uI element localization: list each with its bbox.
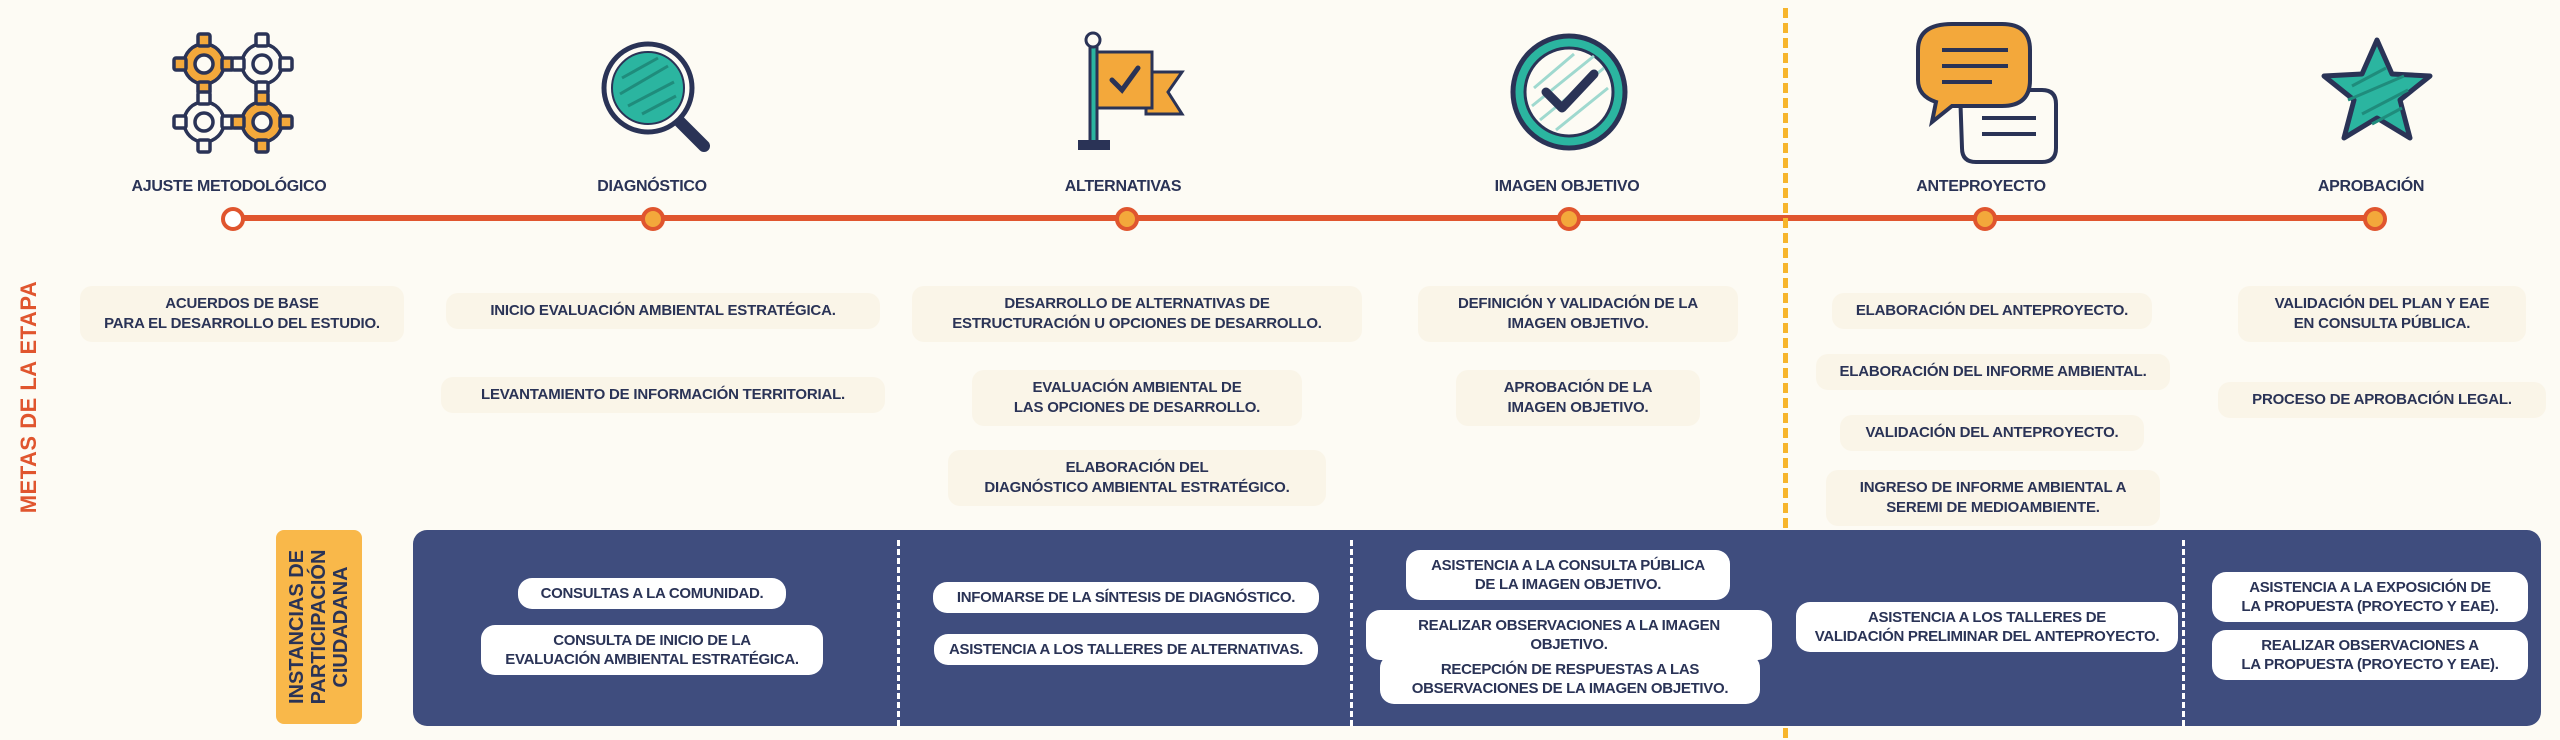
- timeline-dot: [1973, 207, 1997, 231]
- flag-icon: [1060, 28, 1190, 158]
- participation-item: ASISTENCIA A LA EXPOSICIÓN DE LA PROPUESTA (PROYECTO Y EAE).: [2212, 572, 2528, 622]
- participation-item: INFOMARSE DE LA SÍNTESIS DE DIAGNÓSTICO.: [933, 582, 1319, 613]
- timeline-dot: [221, 207, 245, 231]
- participation-item: ASISTENCIA A LA CONSULTA PÚBLICA DE LA IMAGEN OBJETIVO.: [1406, 550, 1730, 600]
- goal-item: ELABORACIÓN DEL DIAGNÓSTICO AMBIENTAL ESTRATÉGICO.: [948, 450, 1326, 506]
- goal-item: ACUERDOS DE BASE PARA EL DESARROLLO DEL ESTUDIO.: [80, 286, 404, 342]
- participation-item: ASISTENCIA A LOS TALLERES DE ALTERNATIVAS.: [934, 634, 1318, 665]
- magnifier-icon: [588, 28, 718, 158]
- stage-label-alternativas: ALTERNATIVAS: [1064, 178, 1182, 195]
- stage-label-ajuste: AJUSTE METODOLÓGICO: [131, 178, 327, 195]
- timeline-dot: [1557, 207, 1581, 231]
- timeline-dot: [2363, 207, 2387, 231]
- goal-item: DESARROLLO DE ALTERNATIVAS DE ESTRUCTURACIÓN U OPCIONES DE DESARROLLO.: [912, 286, 1362, 342]
- stage-label-anteproyecto: ANTEPROYECTO: [1916, 178, 2046, 195]
- participation-section-title: [276, 530, 362, 724]
- participation-item: CONSULTAS A LA COMUNIDAD.: [518, 578, 786, 609]
- participation-item: REALIZAR OBSERVACIONES A LA IMAGEN OBJETIVO.: [1366, 610, 1772, 660]
- goal-item: LEVANTAMIENTO DE INFORMACIÓN TERRITORIAL.: [441, 377, 885, 413]
- panel-divider: [1350, 540, 1353, 726]
- timeline-dot: [1115, 207, 1139, 231]
- goal-item: VALIDACIÓN DEL ANTEPROYECTO.: [1840, 415, 2144, 451]
- participation-item: REALIZAR OBSERVACIONES A LA PROPUESTA (PROYECTO Y EAE).: [2212, 630, 2528, 680]
- goal-item: APROBACIÓN DE LA IMAGEN OBJETIVO.: [1456, 370, 1700, 426]
- goal-item: EVALUACIÓN AMBIENTAL DE LAS OPCIONES DE DESARROLLO.: [972, 370, 1302, 426]
- goal-item: ELABORACIÓN DEL ANTEPROYECTO.: [1832, 293, 2152, 329]
- goal-item: VALIDACIÓN DEL PLAN Y EAE EN CONSULTA PÚBLICA.: [2238, 286, 2526, 342]
- chat-bubbles-icon: [1912, 18, 2062, 168]
- participation-title-text: INSTANCIAS DE PARTICIPACIÓN CIUDADANA: [286, 549, 352, 705]
- goal-item: PROCESO DE APROBACIÓN LEGAL.: [2218, 382, 2546, 418]
- timeline-line: [228, 215, 2376, 221]
- goals-section-title: [4, 280, 54, 514]
- stage-label-imagen: IMAGEN OBJETIVO: [1494, 178, 1640, 195]
- check-badge-icon: [1504, 28, 1634, 158]
- panel-divider: [2182, 540, 2185, 726]
- goal-item: DEFINICIÓN Y VALIDACIÓN DE LA IMAGEN OBJETIVO.: [1418, 286, 1738, 342]
- star-icon: [2312, 28, 2442, 158]
- stage-label-diagnostico: DIAGNÓSTICO: [597, 178, 707, 195]
- gears-icon: [168, 28, 298, 158]
- goal-item: INGRESO DE INFORME AMBIENTAL A SEREMI DE MEDIOAMBIENTE.: [1826, 470, 2160, 526]
- goal-item: ELABORACIÓN DEL INFORME AMBIENTAL.: [1816, 354, 2170, 390]
- participation-item: CONSULTA DE INICIO DE LA EVALUACIÓN AMBIENTAL ESTRATÉGICA.: [481, 625, 823, 675]
- stage-label-aprobacion: APROBACIÓN: [2317, 178, 2425, 195]
- participation-item: ASISTENCIA A LOS TALLERES DE VALIDACIÓN PRELIMINAR DEL ANTEPROYECTO.: [1796, 602, 2178, 652]
- goal-item: INICIO EVALUACIÓN AMBIENTAL ESTRATÉGICA.: [446, 293, 880, 329]
- panel-divider: [897, 540, 900, 726]
- participation-item: RECEPCIÓN DE RESPUESTAS A LAS OBSERVACIONES DE LA IMAGEN OBJETIVO.: [1380, 654, 1760, 704]
- goals-title-text: METAS DE LA ETAPA: [16, 280, 41, 514]
- timeline-dot: [641, 207, 665, 231]
